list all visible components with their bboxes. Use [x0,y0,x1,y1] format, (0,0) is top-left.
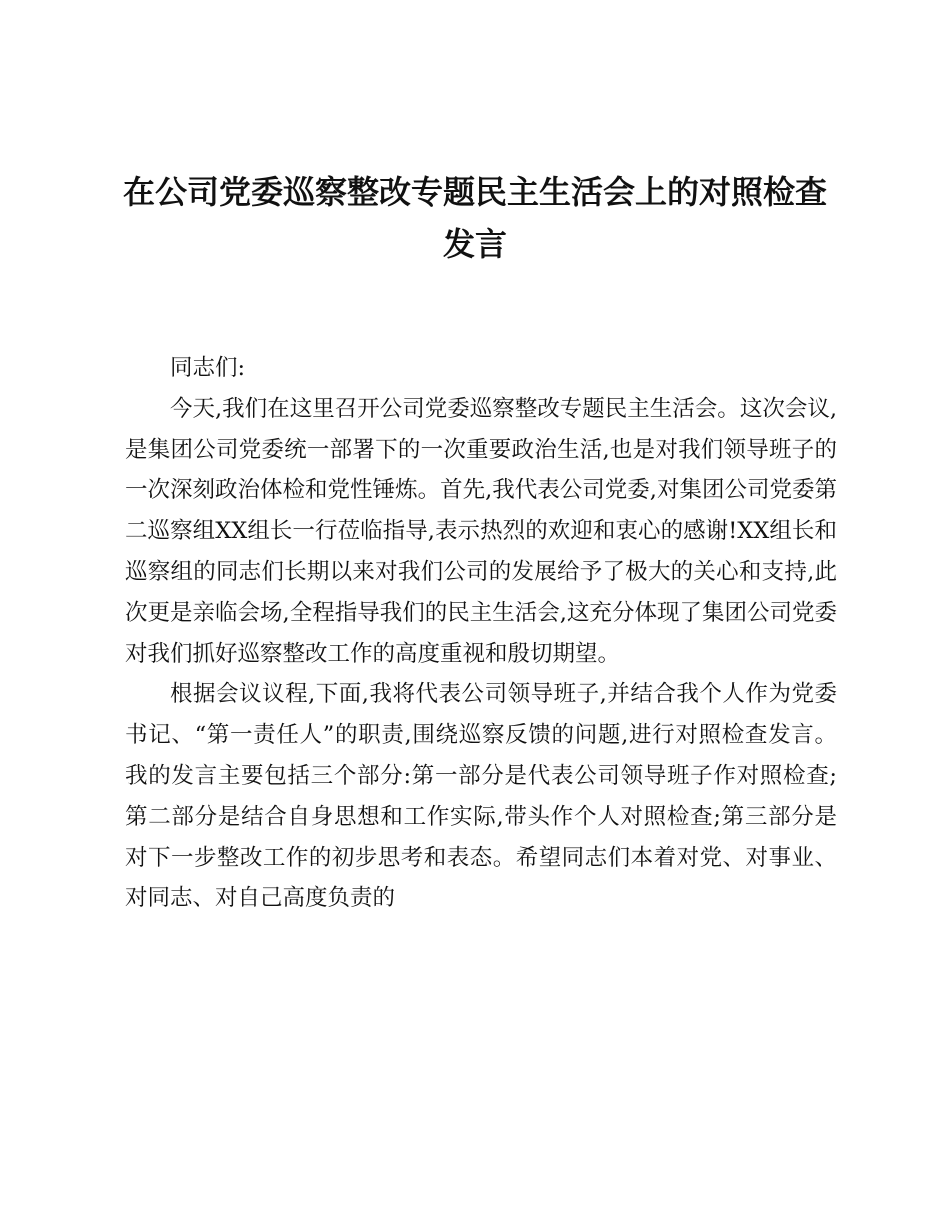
document-body [125,348,837,919]
document-title: 在公司党委巡察整改专题民主生活会上的对照检查发言 [122,173,827,263]
paragraph-agenda: 根据会议议程,下面,我将代表公司领导班子,并结合我个人作为党委书记、“第一责任人”的职责,围绕巡察反馈的问题,进行对照检查发言。我的发言主要包括三个部分:第一部分是代表公司领导班子作对照检查;第二部分是结合自身思想和工作实际,带头作个人对照检查;第三部分是对下一步整改工作的初步思考和表态。希望同志们本着对党、对事业、对同志、对自己高度负责的 [125,681,837,912]
paragraph-opening: 今天,我们在这里召开公司党委巡察整改专题民主生活会。这次会议,是集团公司党委统一部署下的一次重要政治生活,也是对我们领导班子的一次深刻政治体检和党性锤炼。首先,我代表公司党委,对集团公司党委第二巡察组XX组长一行莅临指导,表示热烈的欢迎和衷心的感谢!XX组长和巡察组的同志们长期以来对我们公司的发展给予了极大的关心和支持,此次更是亲临会场,全程指导我们的民主生活会,这充分体现了集团公司党委对我们抓好巡察整改工作的高度重视和殷切期望。 [125,395,837,667]
salutation: 同志们: [170,355,246,381]
